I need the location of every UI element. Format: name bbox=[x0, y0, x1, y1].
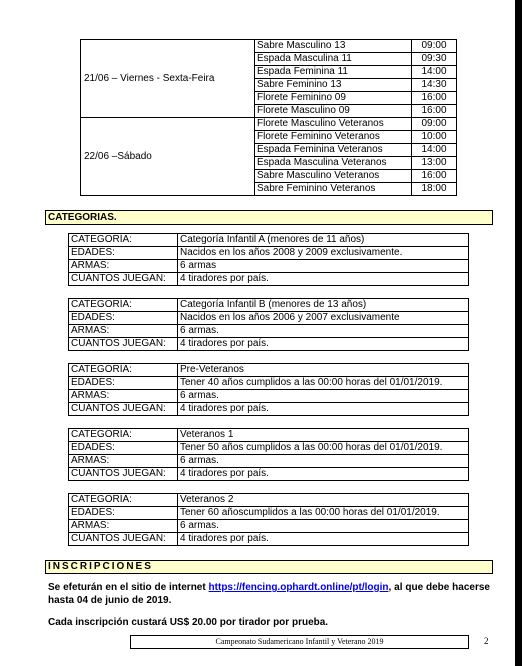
inscripciones-cost: Cada inscripción custará US$ 20.00 por tirador por prueba. bbox=[48, 617, 329, 628]
inscripciones-text-after: , al que debe hacerse hasta 04 de junio de 2019. bbox=[48, 582, 490, 606]
event-time: 13:00 bbox=[412, 157, 457, 170]
category-value: Categoría Infantil B (menores de 13 años) bbox=[178, 299, 469, 312]
category-row-edades bbox=[69, 442, 469, 455]
event-name: Sabre Feminino Veteranos bbox=[255, 183, 412, 196]
category-row-edades bbox=[69, 377, 469, 390]
category-label: ARMAS: bbox=[69, 260, 178, 273]
category-value: Tener 50 años cumplidos a las 00:00 horas del 01/01/2019. bbox=[178, 442, 469, 455]
schedule-row bbox=[81, 40, 457, 53]
event-name: Sabre Masculino Veteranos bbox=[255, 170, 412, 183]
registration-link[interactable]: https://fencing.ophardt.online/pt/login bbox=[208, 582, 389, 593]
category-label: CATEGORÍA: bbox=[69, 299, 178, 312]
categorias-heading: CATEGORIAS. bbox=[45, 210, 493, 225]
category-value: 6 armas. bbox=[178, 455, 469, 468]
schedule-day: 21/06 – Viernes - Sexta-Feira bbox=[81, 40, 255, 118]
footer-title: Campeonato Sudamericano Infantil y Veterano 2019 bbox=[130, 635, 469, 649]
category-row-armas bbox=[69, 325, 469, 338]
inscripciones-heading: INSCRIPCIONES bbox=[45, 560, 493, 574]
category-row-edades bbox=[69, 507, 469, 520]
event-time: 16:00 bbox=[412, 170, 457, 183]
event-time: 14:30 bbox=[412, 79, 457, 92]
event-name: Sabre Feminino 13 bbox=[255, 79, 412, 92]
event-name: Espada Feminina 11 bbox=[255, 66, 412, 79]
event-name: Espada Masculina Veteranos bbox=[255, 157, 412, 170]
category-row-armas bbox=[69, 455, 469, 468]
event-time: 10:00 bbox=[412, 131, 457, 144]
category-row-armas bbox=[69, 520, 469, 533]
category-label: EDADES: bbox=[69, 377, 178, 390]
category-label: CATEGORÍA: bbox=[69, 364, 178, 377]
category-label: ARMAS: bbox=[69, 520, 178, 533]
category-label: EDADES: bbox=[69, 507, 178, 520]
category-row-categoria bbox=[69, 299, 469, 312]
category-value: 4 tiradores por país. bbox=[178, 468, 469, 481]
category-label: EDADES: bbox=[69, 247, 178, 260]
category-row-categoria bbox=[69, 364, 469, 377]
category-value: 4 tiradores por país. bbox=[178, 533, 469, 546]
category-label: CATEGORÍA: bbox=[69, 234, 178, 247]
category-value: Categoría Infantil A (menores de 11 años) bbox=[178, 234, 469, 247]
category-row-edades bbox=[69, 312, 469, 325]
event-time: 14:00 bbox=[412, 66, 457, 79]
category-value: 6 armas. bbox=[178, 325, 469, 338]
event-time: 16:00 bbox=[412, 105, 457, 118]
event-time: 09:00 bbox=[412, 40, 457, 53]
category-value: Pre-Veteranos bbox=[178, 364, 469, 377]
category-label: ARMAS: bbox=[69, 390, 178, 403]
page-number: 2 bbox=[484, 636, 489, 646]
category-label: CUÁNTOS JUEGAN: bbox=[69, 338, 178, 351]
category-table bbox=[68, 298, 469, 351]
event-name: Sabre Masculino 13 bbox=[255, 40, 412, 53]
category-value: 6 armas bbox=[178, 260, 469, 273]
category-label: CUÁNTOS JUEGAN: bbox=[69, 403, 178, 416]
category-label: CATEGORÍA: bbox=[69, 429, 178, 442]
schedule-day: 22/06 –Sábado bbox=[81, 118, 255, 196]
category-label: CUÁNTOS JUEGAN: bbox=[69, 533, 178, 546]
event-time: 16:00 bbox=[412, 92, 457, 105]
category-row-armas bbox=[69, 390, 469, 403]
category-table bbox=[68, 363, 469, 416]
inscripciones-text-before: Se efeturán en el sitio de internet bbox=[48, 582, 209, 593]
category-value: Veteranos 1 bbox=[178, 429, 469, 442]
category-label: EDADES: bbox=[69, 312, 178, 325]
category-value: Tener 60 añoscumplidos a las 00:00 horas del 01/01/2019. bbox=[178, 507, 469, 520]
category-row-cuantos bbox=[69, 468, 469, 481]
event-name: Espada Masculina 11 bbox=[255, 53, 412, 66]
event-time: 18:00 bbox=[412, 183, 457, 196]
schedule-row bbox=[81, 118, 457, 131]
category-row-categoria bbox=[69, 494, 469, 507]
category-label: CUÁNTOS JUEGAN: bbox=[69, 468, 178, 481]
category-value: Veteranos 2 bbox=[178, 494, 469, 507]
category-label: CUÁNTOS JUEGAN: bbox=[69, 273, 178, 286]
category-row-edades bbox=[69, 247, 469, 260]
category-label: EDADES: bbox=[69, 442, 178, 455]
category-table bbox=[68, 493, 469, 546]
category-table bbox=[68, 428, 469, 481]
category-label: CATEGORÍA: bbox=[69, 494, 178, 507]
schedule-table bbox=[80, 39, 457, 196]
event-time: 14:00 bbox=[412, 144, 457, 157]
category-row-cuantos bbox=[69, 338, 469, 351]
category-value: Nacidos en los años 2008 y 2009 exclusivamente. bbox=[178, 247, 469, 260]
category-label: ARMAS: bbox=[69, 455, 178, 468]
category-row-armas bbox=[69, 260, 469, 273]
category-label: ARMAS: bbox=[69, 325, 178, 338]
category-value: 4 tiradores por país. bbox=[178, 273, 469, 286]
category-value: 6 armas. bbox=[178, 520, 469, 533]
event-name: Florete Feminino Veteranos bbox=[255, 131, 412, 144]
category-row-categoria bbox=[69, 234, 469, 247]
event-name: Florete Masculino Veteranos bbox=[255, 118, 412, 131]
category-value: 4 tiradores por país. bbox=[178, 338, 469, 351]
event-name: Florete Masculino 09 bbox=[255, 105, 412, 118]
event-name: Florete Feminino 09 bbox=[255, 92, 412, 105]
category-value: Nacidos en los años 2006 y 2007 exclusivamente bbox=[178, 312, 469, 325]
inscripciones-paragraph bbox=[48, 581, 490, 607]
category-row-cuantos bbox=[69, 533, 469, 546]
category-value: 6 armas. bbox=[178, 390, 469, 403]
category-row-categoria bbox=[69, 429, 469, 442]
event-name: Espada Feminina Veteranos bbox=[255, 144, 412, 157]
category-row-cuantos bbox=[69, 403, 469, 416]
category-row-cuantos bbox=[69, 273, 469, 286]
category-value: 4 tiradores por país. bbox=[178, 403, 469, 416]
category-table bbox=[68, 233, 469, 286]
category-value: Tener 40 años cumplidos a las 00:00 horas del 01/01/2019. bbox=[178, 377, 469, 390]
event-time: 09:30 bbox=[412, 53, 457, 66]
event-time: 09:00 bbox=[412, 118, 457, 131]
